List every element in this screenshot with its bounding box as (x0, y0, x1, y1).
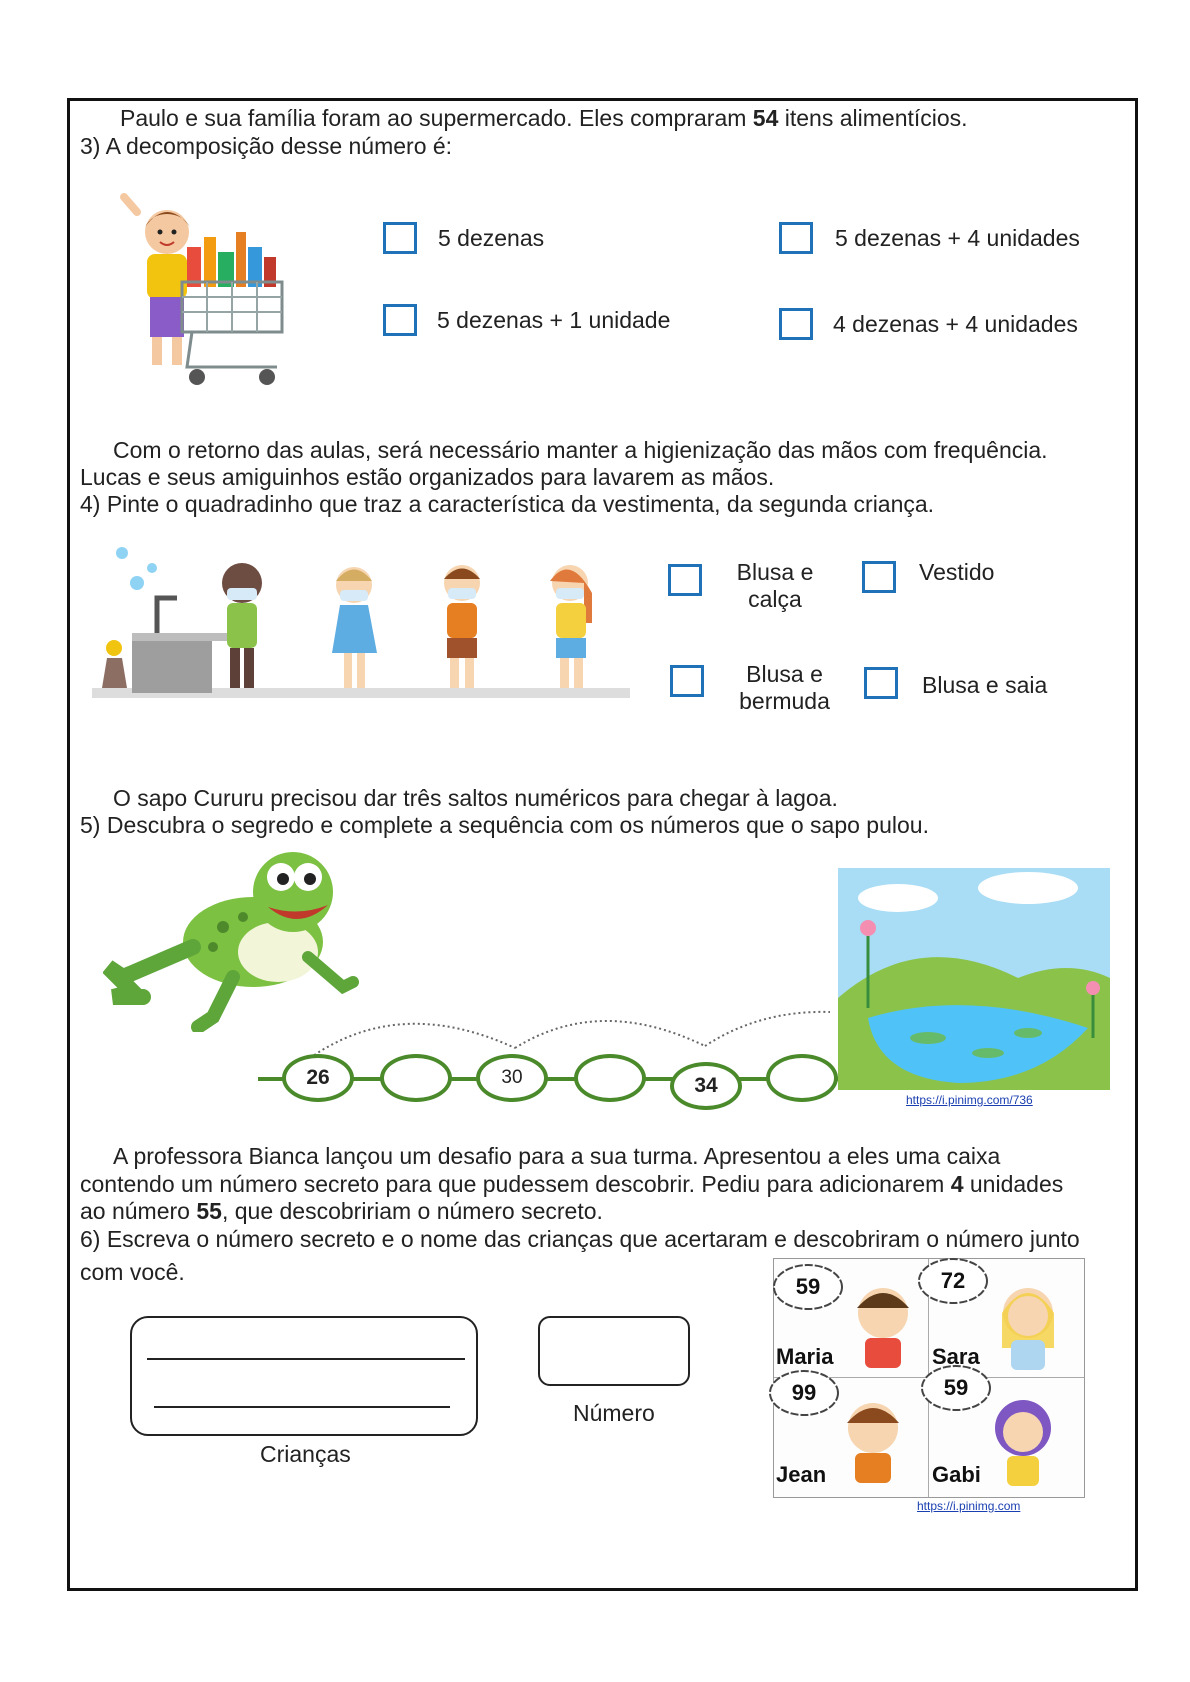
q3-option-2-label: 5 dezenas + 4 unidades (835, 225, 1080, 251)
q3-option-3-checkbox[interactable] (383, 304, 417, 336)
handwashing-kids-illustration (92, 543, 632, 703)
sequence-circle-3: 30 (476, 1054, 548, 1102)
q5-source-link[interactable]: https://i.pinimg.com/736 (906, 1093, 1033, 1107)
q4-option-1-checkbox[interactable] (668, 564, 702, 596)
jean-thought-cloud: 99 (768, 1368, 840, 1418)
q4-option-4-checkbox[interactable] (864, 667, 898, 699)
sequence-circle-4[interactable] (574, 1054, 646, 1102)
shopping-cart-kid-illustration (112, 192, 312, 412)
q6-question-line2: com você. (80, 1259, 185, 1285)
q4-intro-line2: Lucas e seus amiguinhos estão organizados para lavarem as mãos. (80, 464, 775, 490)
sequence-circle-6[interactable] (766, 1054, 838, 1102)
q4-option-2-checkbox[interactable] (862, 561, 896, 593)
q6-intro-line1: A professora Bianca lançou um desafio para a sua turma. Apresentou a eles uma caixa (113, 1143, 1001, 1169)
kid-name-gabi: Gabi (932, 1462, 981, 1487)
q6-intro-line3: ao número 55, que descobririam o número secreto. (80, 1198, 603, 1224)
q6-source-link[interactable]: https://i.pinimg.com (917, 1499, 1021, 1513)
q6-question-line1: 6) Escreva o número secreto e o nome das crianças que acertaram e descobriram o número junto (80, 1226, 1080, 1252)
q3-question: 3) A decomposição desse número é: (80, 133, 453, 159)
sequence-circle-2[interactable] (380, 1054, 452, 1102)
children-label: Crianças (260, 1441, 351, 1467)
q4-option-2-label: Vestido (919, 559, 995, 585)
q4-question: 4) Pinte o quadradinho que traz a característica da vestimenta, da segunda criança. (80, 491, 935, 517)
q4-option-4-label: Blusa e saia (922, 672, 1048, 698)
number-label: Número (573, 1400, 655, 1426)
sequence-circle-5: 34 (670, 1062, 742, 1110)
sara-thought-cloud: 72 (917, 1256, 989, 1306)
q4-intro-line1: Com o retorno das aulas, será necessário manter a higienização das mãos com frequência. (113, 437, 1048, 463)
maria-thought-cloud: 59 (772, 1262, 844, 1312)
q3-option-1-label: 5 dezenas (438, 225, 545, 251)
jump-arcs (300, 1000, 840, 1060)
q3-option-2-checkbox[interactable] (779, 222, 813, 254)
kid-name-jean: Jean (776, 1462, 827, 1487)
sequence-circle-1: 26 (282, 1054, 354, 1102)
q3-option-4-checkbox[interactable] (779, 308, 813, 340)
children-answer-box[interactable] (130, 1316, 478, 1436)
q6-intro-line2: contendo um número secreto para que pudessem descobrir. Pediu para adicionarem 4 unidades (80, 1171, 1064, 1197)
pond-landscape-illustration (838, 868, 1110, 1090)
kid-name-sara: Sara (932, 1344, 980, 1369)
gabi-thought-cloud: 59 (920, 1363, 992, 1413)
q4-option-1-label: Blusa e calça (736, 559, 814, 612)
q3-option-1-checkbox[interactable] (383, 222, 417, 254)
q5-intro: O sapo Cururu precisou dar três saltos numéricos para chegar à lagoa. (113, 785, 838, 811)
answer-line-1 (147, 1358, 465, 1360)
q3-option-4-label: 4 dezenas + 4 unidades (833, 311, 1078, 337)
kid-name-maria: Maria (776, 1344, 834, 1369)
number-answer-box[interactable] (538, 1316, 690, 1386)
q3-option-3-label: 5 dezenas + 1 unidade (437, 307, 671, 333)
q4-option-3-label: Blusa e bermuda (739, 661, 830, 714)
q3-intro: Paulo e sua família foram ao supermercado. Eles compraram 54 itens alimentícios. (120, 105, 968, 131)
answer-line-2 (154, 1406, 450, 1408)
q5-question: 5) Descubra o segredo e complete a sequência com os números que o sapo pulou. (80, 812, 929, 838)
q4-option-3-checkbox[interactable] (670, 665, 704, 697)
